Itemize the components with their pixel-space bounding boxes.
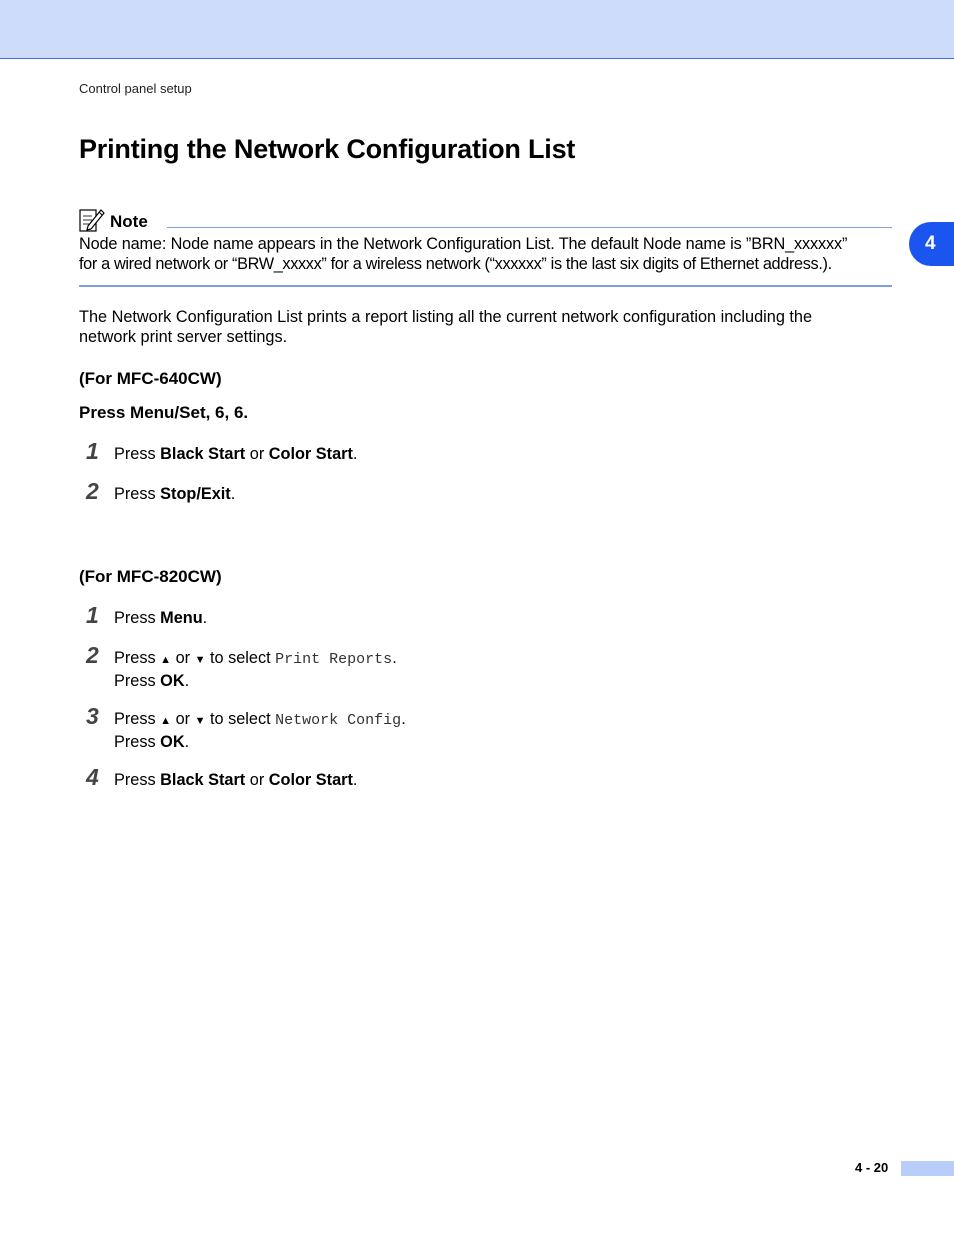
step-number: 2 [86,478,99,504]
up-arrow-icon: ▲ [160,715,172,727]
note-divider-top [167,227,892,228]
note-line: Node name: Node name appears in the Network Configuration List. The default Node name is ”BRN_xxxxxx” [79,235,848,253]
note-divider-bottom [79,285,892,287]
down-arrow-icon: ▼ [194,654,206,666]
step-number: 3 [86,703,99,729]
menu-option: Print Reports [275,651,393,668]
chapter-tab[interactable] [909,222,954,266]
chapter-number: 4 [925,233,936,254]
up-arrow-icon: ▲ [160,654,172,666]
step-text: Press Stop/Exit. [114,485,236,503]
step-number: 4 [86,764,99,790]
section-heading-mfc640cw: (For MFC-640CW) [79,369,222,388]
step-text: Press Black Start or Color Start. [114,445,358,463]
page-number: 4 - 20 [855,1160,889,1175]
page-title: Printing the Network Configuration List [79,134,576,164]
step-text: Press ▲ or ▼ to select Network Config. Press OK. [114,710,406,751]
step-number: 1 [86,602,99,628]
header-band [0,0,954,59]
down-arrow-icon: ▼ [194,715,206,727]
breadcrumb: Control panel setup [79,81,192,96]
step-number: 1 [86,438,99,464]
menu-option: Network Config [275,712,402,729]
intro-line: The Network Configuration List prints a report listing all the current network configuration including the [79,308,813,326]
intro-line: network print server settings. [79,328,288,346]
note-line: for a wired network or “BRW_xxxxx” for a wireless network (“xxxxxx” is the last six digits of Ethernet address.). [79,255,832,273]
note-pencil-icon [79,207,105,233]
step-text: Press Menu. [114,609,208,627]
section-subheading: Press Menu/Set, 6, 6. [79,403,249,422]
section-heading-mfc820cw: (For MFC-820CW) [79,567,222,586]
step-text: Press ▲ or ▼ to select Print Reports. Press OK. [114,649,397,690]
intro-paragraph [79,307,889,347]
note-label: Note [110,212,148,231]
step-number: 2 [86,642,99,668]
note-text [79,234,899,274]
step-text: Press Black Start or Color Start. [114,771,358,789]
page-number-bar [901,1161,954,1176]
